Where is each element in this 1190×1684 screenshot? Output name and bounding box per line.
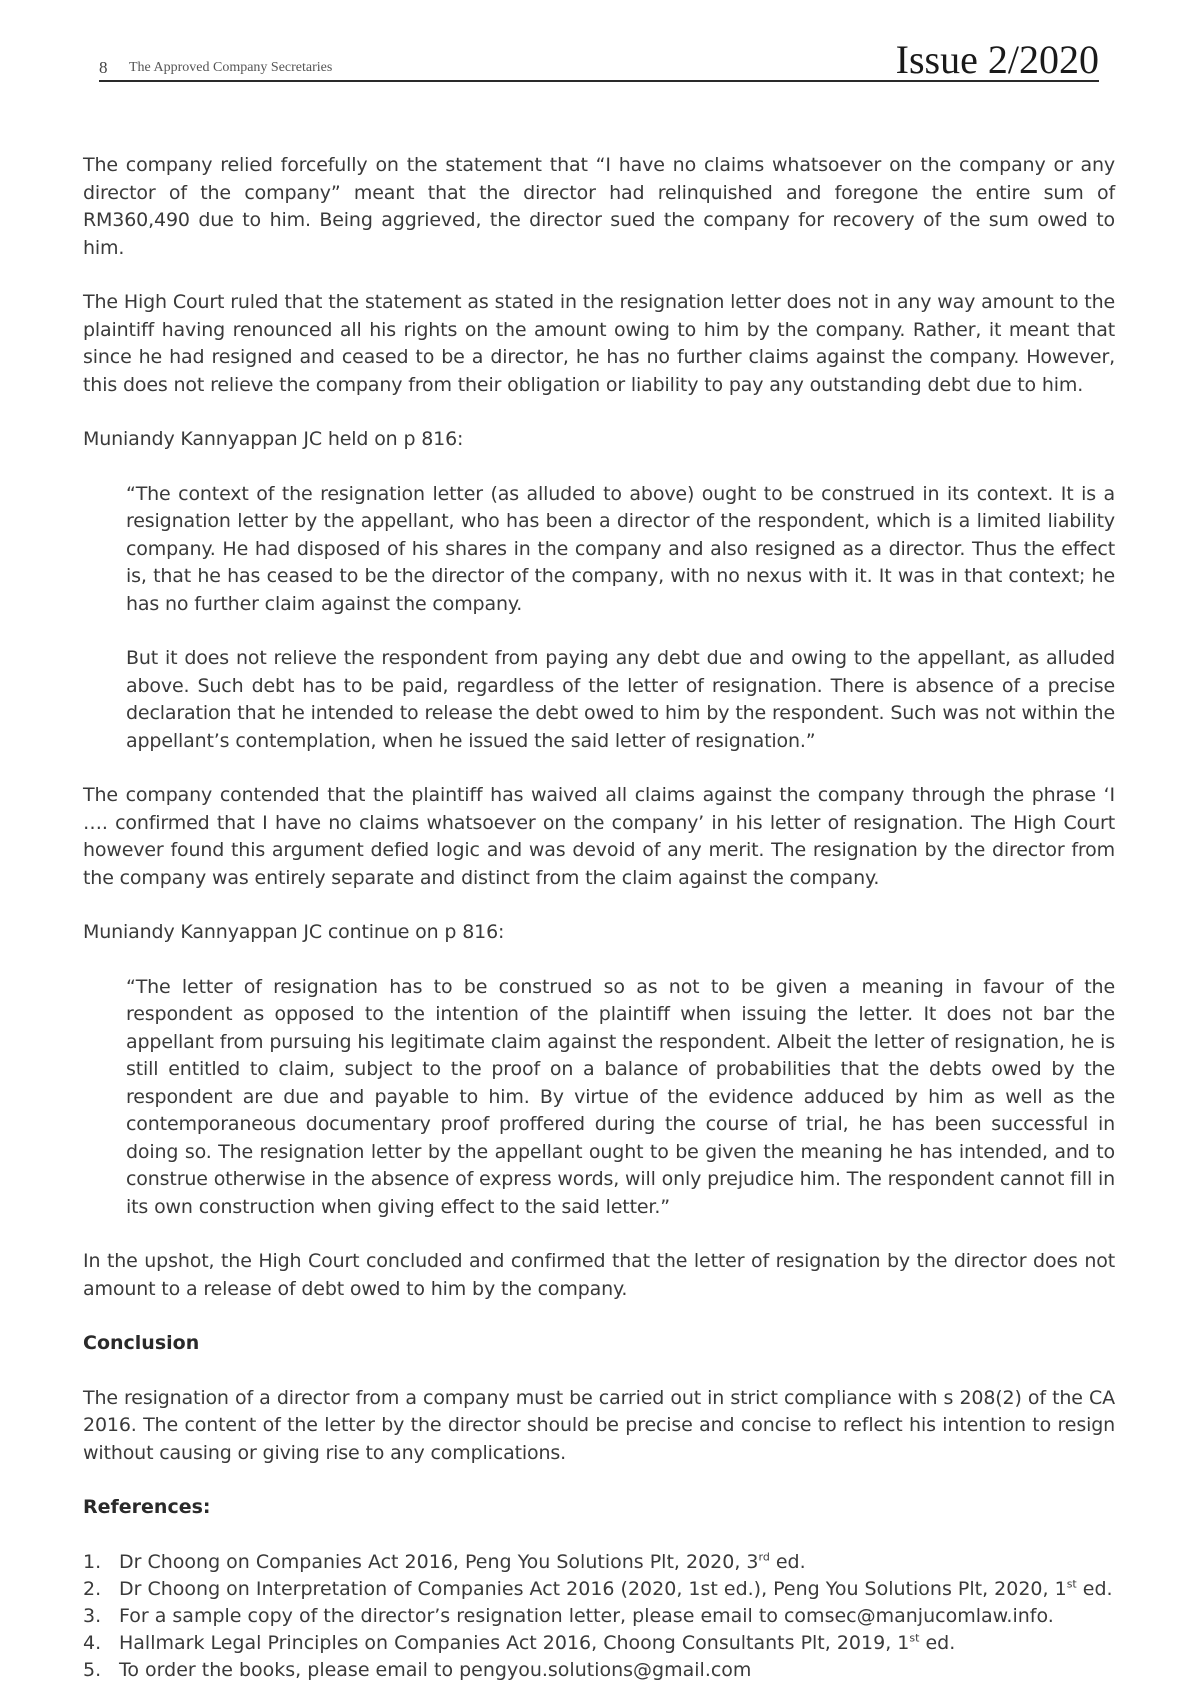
- reference-tail: ed.: [769, 1550, 806, 1573]
- reference-sup: rd: [758, 1550, 770, 1564]
- article-body: [83, 152, 1115, 1684]
- reference-item: [83, 1603, 1115, 1630]
- reference-number: 4.: [83, 1631, 102, 1654]
- block-quote: “The context of the resignation letter (as alluded to above) ought to be construed in its context. It is a resignation letter by the appellant, who has been a director of the respondent, which is a limited liability company. He had disposed of his shares in the company and also resigned as a director. Thus the effect is, that he has ceased to be the director of the company, with no nexus with it. It was in that context; he has no further claim against the company.: [126, 482, 1115, 615]
- block-quote: “The letter of resignation has to be construed so as not to be given a meaning in favour of the respondent as opposed to the intention of the plaintiff when issuing the letter. It does not bar the appellant from pursuing his legitimate claim against the respondent. Albeit the letter of resignation, he is still entitled to claim, subject to the proof on a balance of probabilities that the debts owed by the respondent are due and payable to him. By virtue of the evidence adduced by him as well as the contemporaneous documentary proof proffered during the course of trial, he has been successful in doing so. The resignation letter by the appellant ought to be given the meaning he has intended, and to construe otherwise in the absence of express words, will only prejudice him. The respondent cannot fill in its own construction when giving effect to the said letter.”: [126, 975, 1115, 1218]
- reference-item: [83, 1576, 1115, 1603]
- reference-item: [83, 1657, 1115, 1684]
- page-header: [99, 38, 1099, 82]
- page-number: 8: [99, 58, 108, 77]
- reference-number: 3.: [83, 1604, 102, 1627]
- reference-sup: st: [909, 1631, 920, 1645]
- paragraph: Muniandy Kannyappan JC continue on p 816:: [83, 921, 505, 943]
- reference-item: [83, 1630, 1115, 1657]
- publication-title: The Approved Company Secretaries: [129, 60, 333, 75]
- references-heading: References:: [83, 1496, 211, 1518]
- reference-number: 2.: [83, 1577, 102, 1600]
- issue-label: Issue 2/2020: [895, 37, 1099, 82]
- reference-tail: ed.: [1076, 1577, 1113, 1600]
- conclusion-text: The resignation of a director from a company must be carried out in strict compliance with s 208(2) of the CA 2016. The content of the letter by the director should be precise and concise to reflect his intention to resign without causing or giving rise to any complications.: [83, 1386, 1115, 1464]
- reference-text: To order the books, please email to pengyou.solutions@gmail.com: [119, 1658, 752, 1681]
- reference-text: Dr Choong on Companies Act 2016, Peng You Solutions Plt, 2020, 3: [119, 1550, 759, 1573]
- paragraph: The company relied forcefully on the statement that “I have no claims whatsoever on the company or any director of the company” meant that the director had relinquished and foregone the entire sum of RM360,490 due to him. Being aggrieved, the director sued the company for recovery of the sum owed to him.: [83, 154, 1115, 259]
- header-divider: [99, 80, 1099, 82]
- reference-number: 5.: [83, 1658, 102, 1681]
- paragraph: The High Court ruled that the statement as stated in the resignation letter does not in any way amount to the plaintiff having renounced all his rights on the amount owing to him by the company. Rather, it meant that since he had resigned and ceased to be a director, he has no further claims against the company. However, this does not relieve the company from their obligation or liability to pay any outstanding debt due to him.: [83, 291, 1115, 396]
- reference-sup: st: [1066, 1577, 1077, 1591]
- reference-text: For a sample copy of the director’s resignation letter, please email to comsec@manjucomlaw.info.: [119, 1604, 1054, 1627]
- reference-tail: ed.: [919, 1631, 956, 1654]
- reference-item: [83, 1549, 1115, 1576]
- reference-number: 1.: [83, 1550, 102, 1573]
- paragraph: In the upshot, the High Court concluded and confirmed that the letter of resignation by the director does not amount to a release of debt owed to him by the company.: [83, 1250, 1115, 1300]
- references-list: [83, 1549, 1115, 1684]
- conclusion-heading: Conclusion: [83, 1332, 200, 1354]
- paragraph: Muniandy Kannyappan JC held on p 816:: [83, 428, 464, 450]
- paragraph: The company contended that the plaintiff has waived all claims against the company through the phrase ‘I …. confirmed that I have no claims whatsoever on the company’ in his letter of resignation. The High Court however found this argument defied logic and was devoid of any merit. The resignation by the director from the company was entirely separate and distinct from the claim against the company.: [83, 784, 1115, 889]
- block-quote: But it does not relieve the respondent from paying any debt due and owing to the appellant, as alluded above. Such debt has to be paid, regardless of the letter of resignation. There is absence of a precise declaration that he intended to release the debt owed to him by the respondent. Such was not within the appellant’s contemplation, when he issued the said letter of resignation.”: [126, 647, 1115, 752]
- reference-text: Dr Choong on Interpretation of Companies Act 2016 (2020, 1st ed.), Peng You Solutions Plt, 2020, 1: [119, 1577, 1067, 1600]
- reference-text: Hallmark Legal Principles on Companies Act 2016, Choong Consultants Plt, 2019, 1: [119, 1631, 910, 1654]
